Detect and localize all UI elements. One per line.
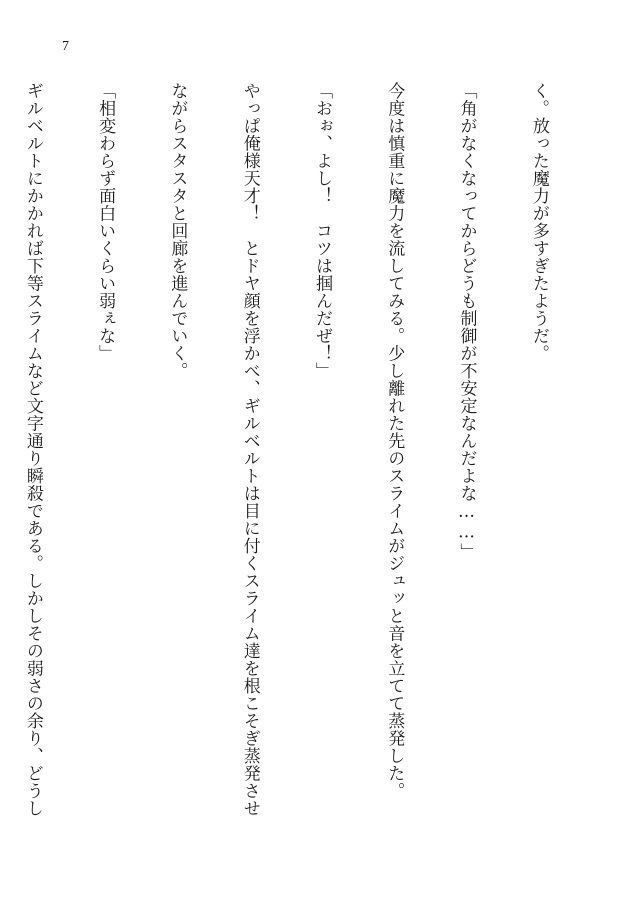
- text-line: く。放った魔力が多すぎたようだ。: [528, 82, 549, 362]
- text-line: 今度は慎重に魔力を流してみる。少し離れた先のスライムがジュッと音を立てて蒸発した。: [384, 82, 405, 800]
- text-line: やっぱ俺様天才！ とドヤ顔を浮かべ、ギルベルトは目に付くスライム達を根こそぎ蒸発させ: [239, 82, 260, 817]
- text-line: ギルベルトにかかれば下等スライムなど文字通り瞬殺である。しかしその弱さの余り、どうし: [22, 82, 43, 817]
- body-text: [0, 82, 599, 862]
- text-line: ながらスタスタと回廊を進んでいく。: [167, 82, 188, 380]
- page-number: 7: [62, 39, 69, 54]
- text-line: 「角がなくなってからどうも制御が不安定なんだよな……」: [456, 82, 477, 561]
- text-line: 「相変わらず面白いくらい弱ぇな」: [95, 82, 116, 362]
- text-line: 「おぉ、よし！ コツは掴んだぜ！」: [311, 82, 332, 380]
